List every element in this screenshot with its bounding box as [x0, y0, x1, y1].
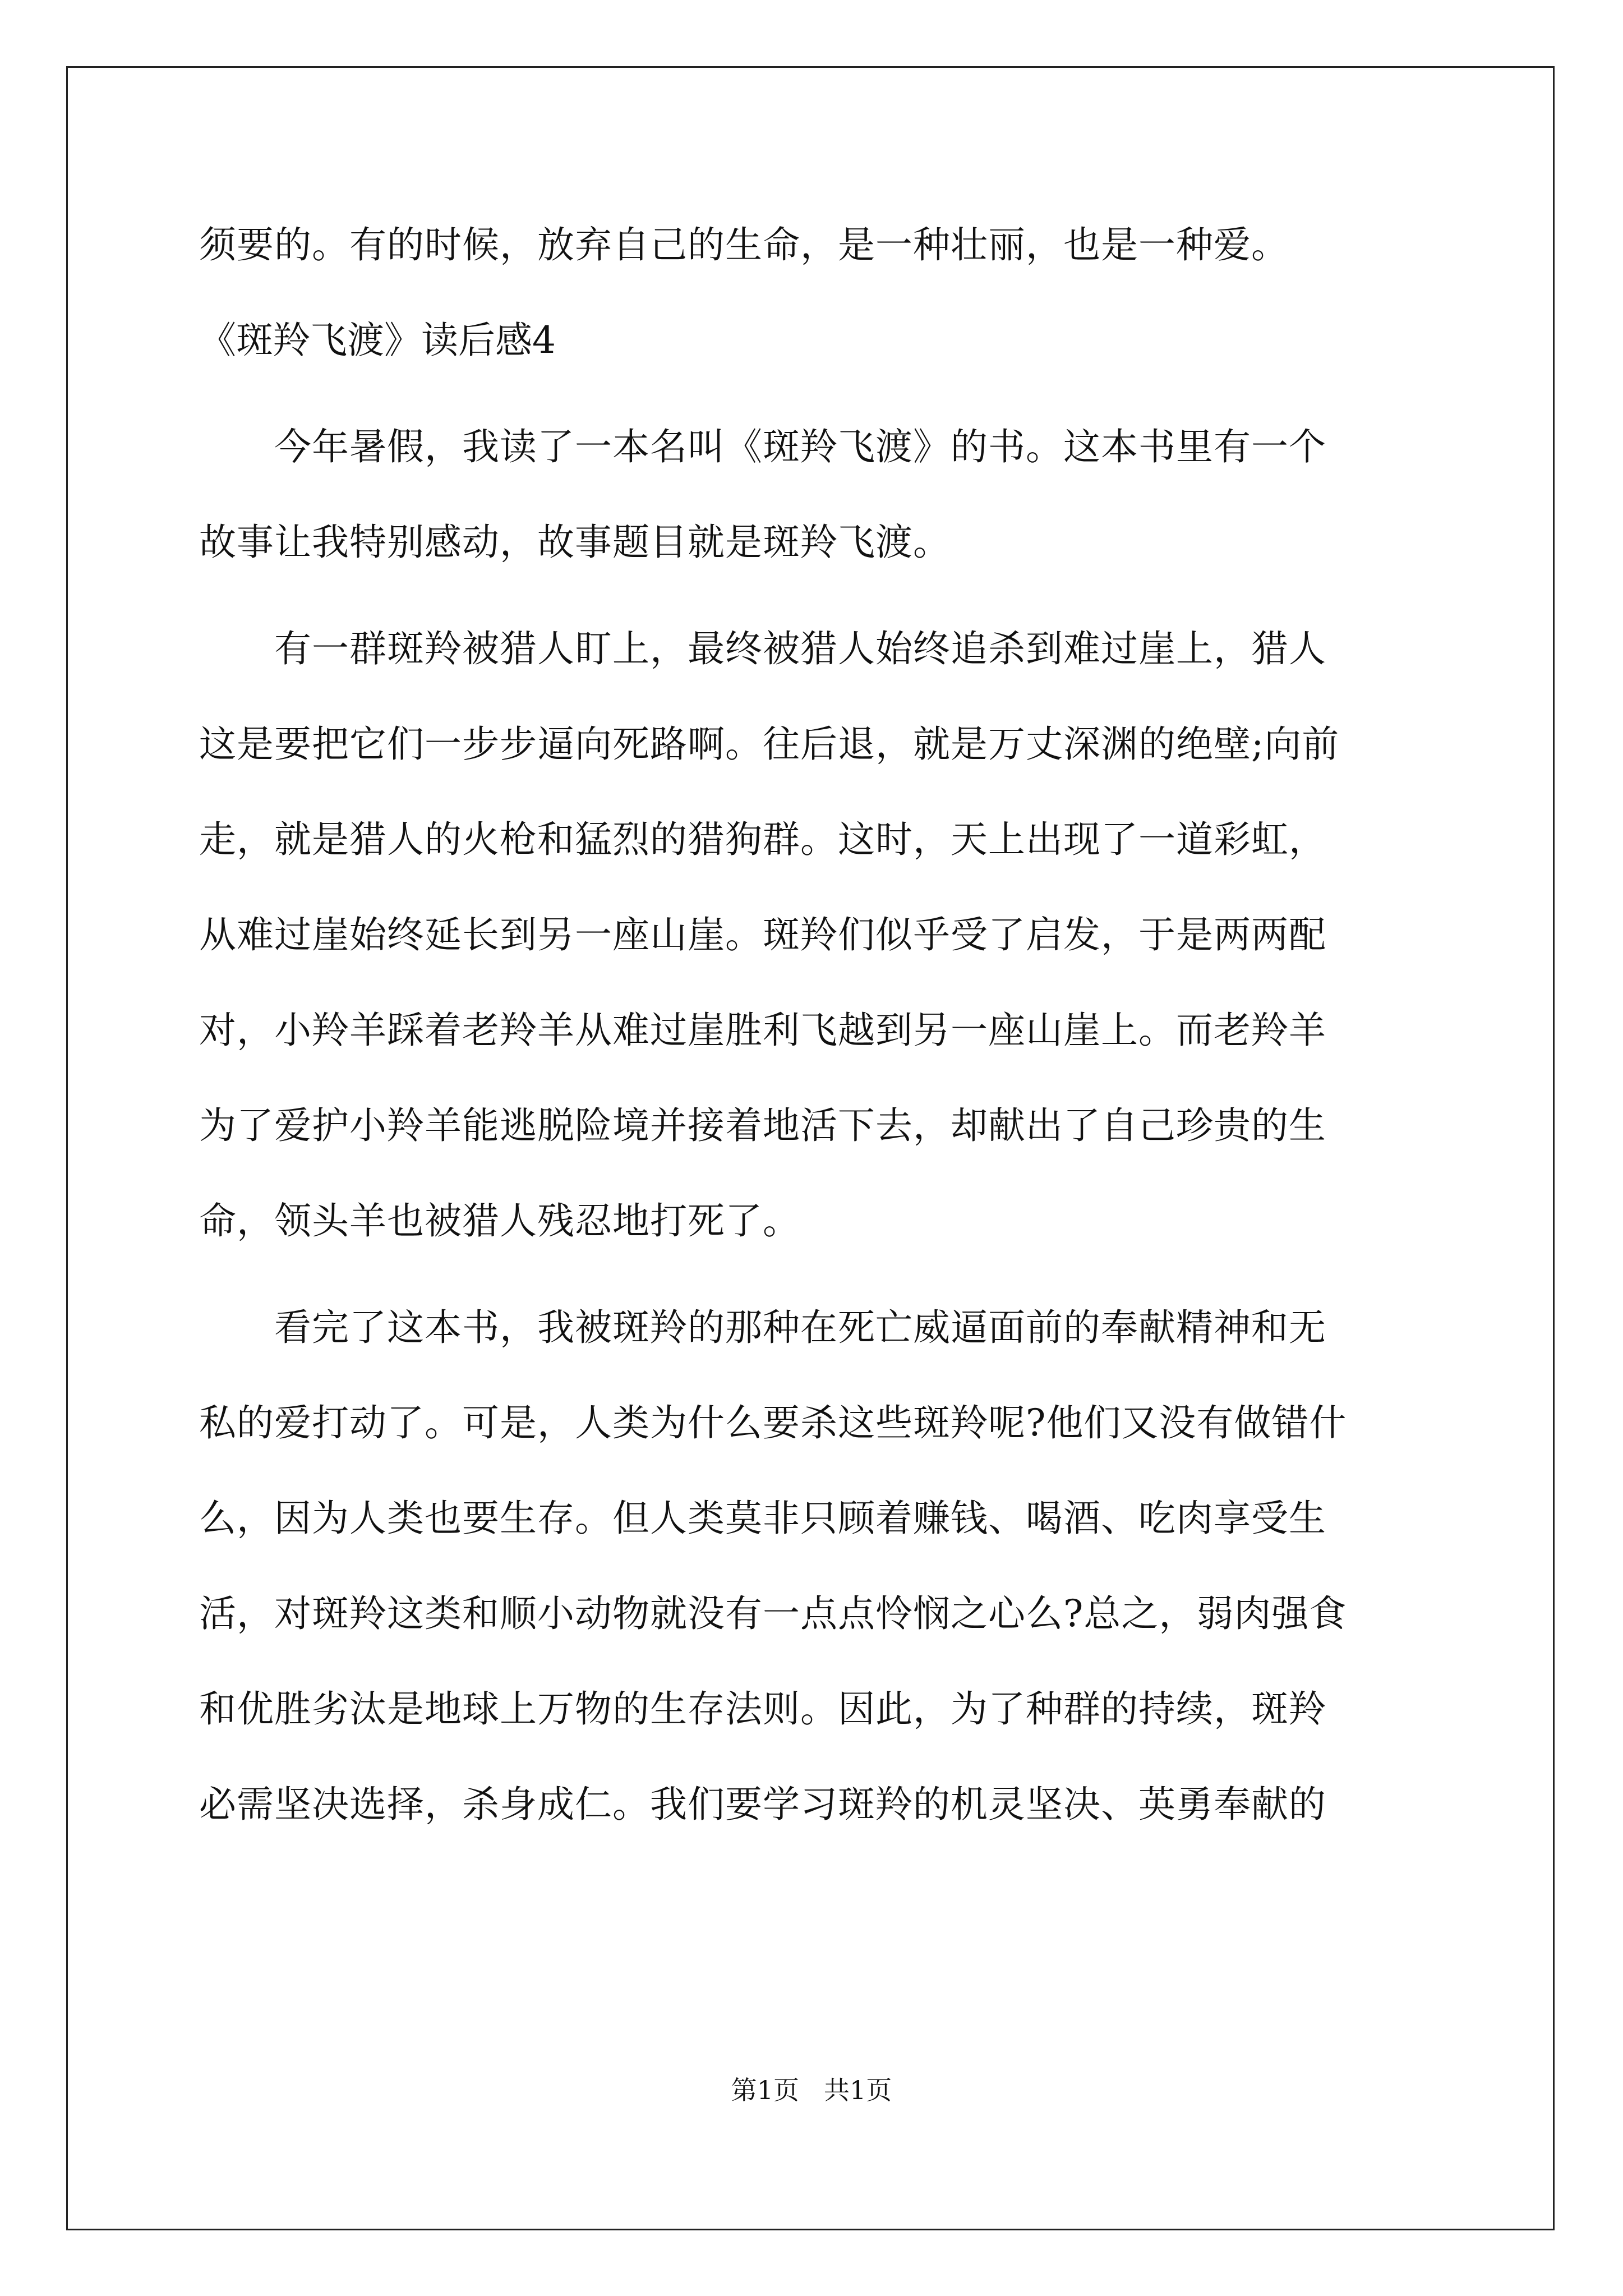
text-line-10: 为了爱护小羚羊能逃脱险境并接着地活下去，却献出了自己珍贵的生	[199, 1104, 1326, 1147]
text-line-17: 必需坚决选择，杀身成仁。我们要学习斑羚的机灵坚决、英勇奉献的	[199, 1783, 1326, 1826]
document-body	[199, 197, 1424, 1852]
text-line-3: 今年暑假，我读了一本名叫《斑羚飞渡》的书。这本书里有一个	[274, 425, 1326, 468]
text-line-16: 和优胜劣汰是地球上万物的生存法则。因此，为了种群的持续，斑羚	[199, 1687, 1326, 1731]
text-line-6: 这是要把它们一步步逼向死路啊。往后退，就是万丈深渊的绝壁;向前	[199, 723, 1340, 766]
text-line-14: 么，因为人类也要生存。但人类莫非只顾着赚钱、喝酒、吃肉享受生	[199, 1497, 1326, 1540]
text-line-4: 故事让我特别感动，故事题目就是斑羚飞渡。	[199, 521, 951, 564]
text-line-11: 命，领头羊也被猎人残忍地打死了。	[199, 1199, 800, 1243]
section-title: 《斑羚飞渡》读后感4	[199, 319, 556, 362]
text-line-1: 须要的。有的时候，放弃自己的生命，是一种壮丽，也是一种爱。	[199, 223, 1289, 266]
page-footer	[0, 2070, 1623, 2107]
text-line-5: 有一群斑羚被猎人盯上，最终被猎人始终追杀到难过崖上，猎人	[274, 627, 1326, 670]
page-total: 共1页	[824, 2075, 892, 2105]
text-line-13: 私的爱打动了。可是，人类为什么要杀这些斑羚呢?他们又没有做错什	[199, 1401, 1347, 1444]
text-line-15: 活，对斑羚这类和顺小动物就没有一点点怜悯之心么?总之，弱肉强食	[199, 1592, 1347, 1635]
text-line-7: 走，就是猎人的火枪和猛烈的猎狗群。这时，天上出现了一道彩虹，	[199, 818, 1326, 861]
text-line-8: 从难过崖始终延长到另一座山崖。斑羚们似乎受了启发，于是两两配	[199, 913, 1326, 956]
page-number: 第1页	[731, 2075, 799, 2105]
text-line-9: 对，小羚羊踩着老羚羊从难过崖胜利飞越到另一座山崖上。而老羚羊	[199, 1009, 1326, 1052]
text-line-12: 看完了这本书，我被斑羚的那种在死亡威逼面前的奉献精神和无	[274, 1306, 1326, 1349]
